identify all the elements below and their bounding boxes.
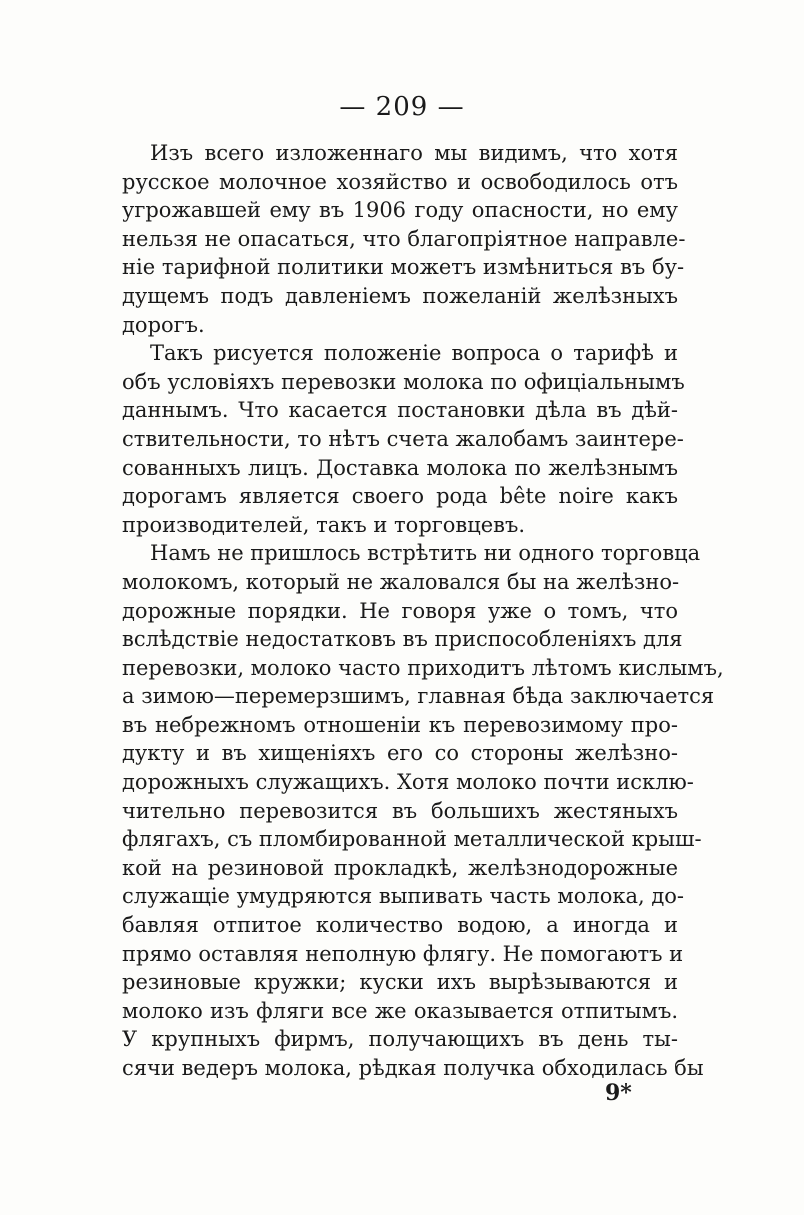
text-line: дорожные порядки. Не говоря уже о томъ, что — [122, 598, 678, 623]
text-line: дорожныхъ служащихъ. Хотя молоко почти исклю- — [122, 770, 694, 795]
text-line: служащіе умудряются выпивать часть молока, до- — [122, 884, 685, 909]
signature-mark: 9* — [605, 1080, 632, 1106]
text-line: перевозки, молоко часто приходитъ лѣтомъ кислымъ, — [122, 655, 724, 680]
text-line: кой на резиновой прокладкѣ, желѣзнодорожные — [122, 855, 678, 880]
text-line: резиновые кружки; куски ихъ вырѣзываются и — [122, 970, 678, 995]
text-line: ствительности, то нѣтъ счета жалобамъ заинтере- — [122, 426, 684, 451]
text-line: сованныхъ лицъ. Доставка молока по желѣзнымъ — [122, 455, 678, 480]
text-line: флягахъ, съ пломбированной металлической крыш- — [122, 827, 702, 852]
text-line: Намъ не пришлось встрѣтить ни одного торговца — [150, 541, 701, 566]
text-line: производителей, такъ и торговцевъ. — [122, 512, 526, 537]
text-line: вслѣдствіе недостатковъ въ приспособленіяхъ для — [122, 627, 683, 652]
text-line: молокомъ, который не жаловался бы на желѣзно- — [122, 569, 680, 594]
paragraph-1 — [122, 139, 686, 339]
text-line: Изъ всего изложеннаго мы видимъ, что хотя — [150, 141, 678, 165]
text-line: дукту и въ хищеніяхъ его со стороны желѣзно- — [122, 741, 678, 766]
text-line: дорогъ. — [122, 312, 205, 337]
text-line: ніе тарифной политики можетъ измѣниться въ бу- — [122, 255, 685, 280]
text-line: чительно перевозится въ большихъ жестяныхъ — [122, 798, 678, 823]
text-line: У крупныхъ фирмъ, получающихъ въ день ты- — [122, 1027, 678, 1052]
text-line: бавляя отпитое количество водою, а иногда и — [122, 913, 678, 938]
text-line: нельзя не опасаться, что благопріятное направле- — [122, 226, 686, 251]
paragraph-3 — [122, 539, 724, 1082]
text-line: угрожавшей ему въ 1906 году опасности, но ему — [122, 198, 678, 223]
text-line: Такъ рисуется положеніе вопроса о тарифѣ и — [150, 341, 678, 366]
text-line: даннымъ. Что касается постановки дѣла въ дѣй- — [122, 398, 678, 423]
text-line: а зимою—перемерзшимъ, главная бѣда заключается — [122, 684, 715, 709]
text-line: молоко изъ фляги все же оказывается отпитымъ. — [122, 998, 678, 1023]
text-line: въ небрежномъ отношеніи къ перевозимому про- — [122, 712, 678, 737]
page-number: — 209 — — [339, 92, 465, 122]
text-line: прямо оставляя неполную флягу. Не помогаютъ и — [122, 941, 684, 966]
text-line: дорогамъ является своего рода bête noire какъ — [122, 484, 678, 509]
text-line: сячи ведеръ молока, рѣдкая получка обходилась бы — [122, 1056, 704, 1080]
body-text — [122, 139, 724, 1083]
text-line: русское молочное хозяйство и освободилось отъ — [122, 169, 678, 194]
text-line: объ условіяхъ перевозки молока по офиціальнымъ — [122, 369, 685, 394]
text-line: дущемъ подъ давленіемъ пожеланій желѣзныхъ — [122, 283, 678, 308]
paragraph-2 — [122, 339, 685, 539]
